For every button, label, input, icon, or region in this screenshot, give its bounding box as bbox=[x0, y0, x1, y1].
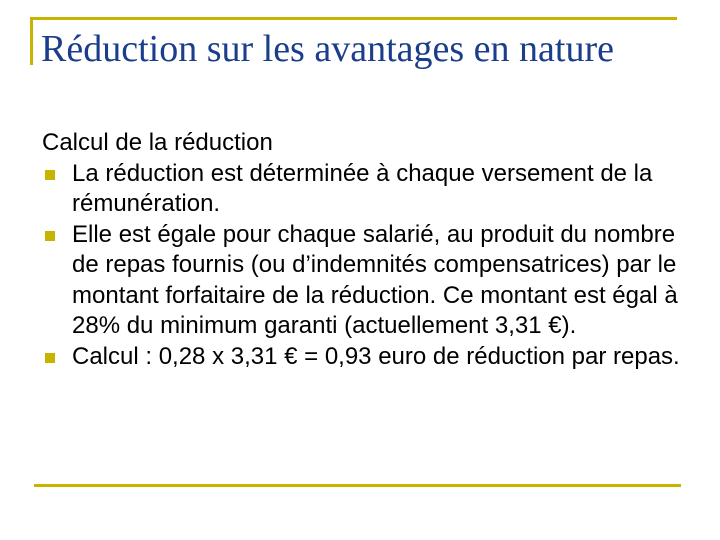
title-frame-top-line bbox=[30, 17, 677, 20]
bullet-item bbox=[42, 220, 682, 342]
footer-divider-line bbox=[34, 484, 681, 487]
bullet-item bbox=[42, 342, 682, 373]
square-bullet-icon bbox=[45, 170, 55, 180]
bullet-text: Calcul : 0,28 x 3,31 € = 0,93 euro de réduction par repas. bbox=[72, 342, 680, 370]
title-frame-left-line bbox=[30, 17, 33, 65]
section-heading: Calcul de la réduction bbox=[42, 129, 273, 156]
bullet-text: Elle est égale pour chaque salarié, au produit du nombre de repas fournis (ou d’indemnités compensatrices) par le montant forfaitaire de la réduction. Ce montant est égal à 28% du minimum garanti (actuellement 3,31 €). bbox=[72, 220, 678, 339]
square-bullet-icon bbox=[45, 231, 55, 241]
square-bullet-icon bbox=[45, 353, 55, 363]
bullet-item bbox=[42, 159, 682, 220]
bullet-list bbox=[42, 159, 682, 373]
bullet-text: La réduction est déterminée à chaque versement de la rémunération. bbox=[72, 159, 653, 217]
slide-body bbox=[42, 128, 682, 372]
slide-title: Réduction sur les avantages en nature bbox=[41, 28, 614, 70]
